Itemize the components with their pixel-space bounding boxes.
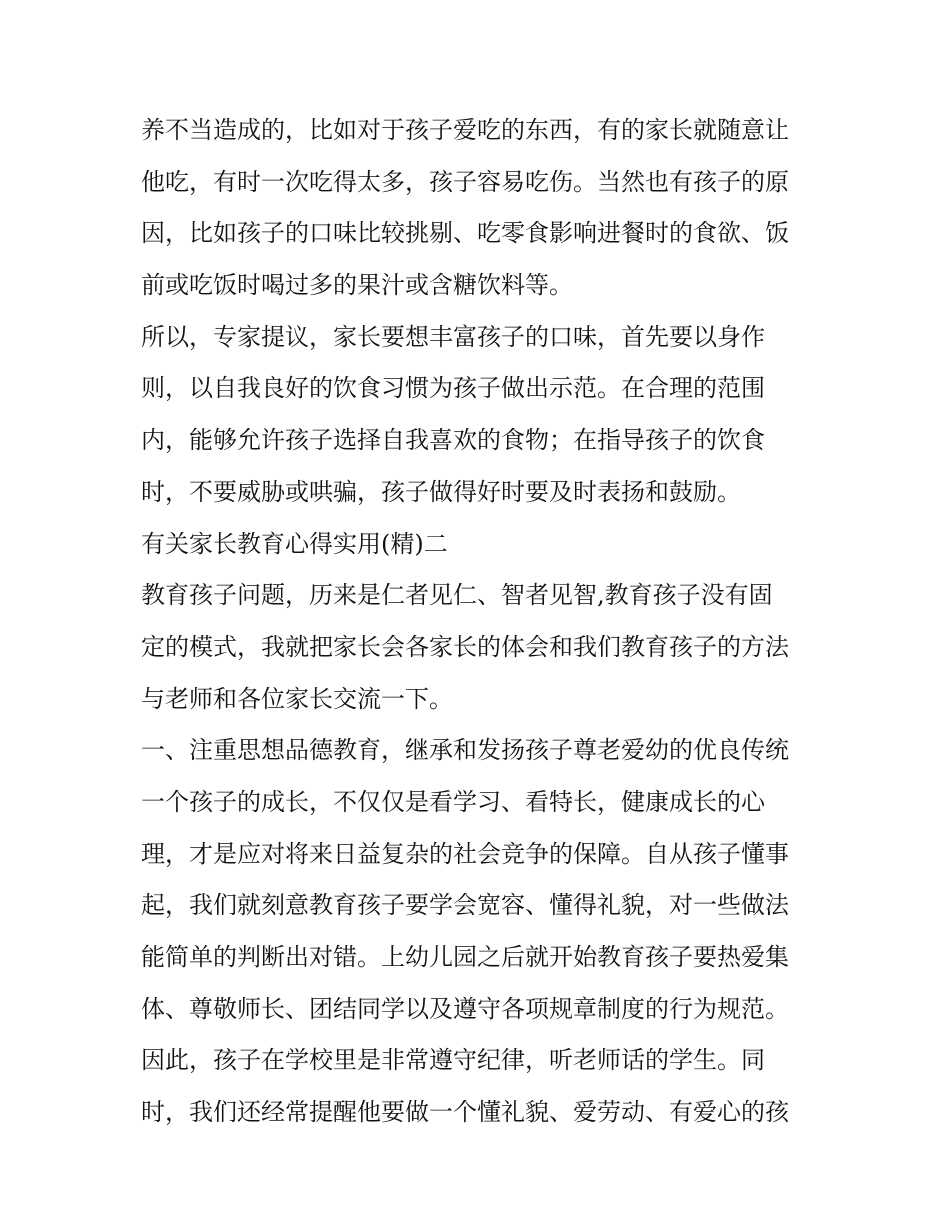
text-line: 因，比如孩子的口味比较挑剔、吃零食影响进餐时的食欲、饭 <box>141 219 789 248</box>
subsection-heading: 一、注重思想品德教育，继承和发扬孩子尊老爱幼的优良传统 <box>141 736 789 765</box>
text-line: 教育孩子问题，历来是仁者见仁、智者见智,教育孩子没有固 <box>141 581 773 610</box>
section-heading: 有关家长教育心得实用(精)二 <box>141 529 448 558</box>
text-line: 所以，专家提议，家长要想丰富孩子的口味，首先要以身作 <box>141 322 765 351</box>
text-line: 体、尊敬师长、团结同学以及遵守各项规章制度的行为规范。 <box>141 994 789 1023</box>
text-line: 理，才是应对将来日益复杂的社会竞争的保障。自从孩子懂事 <box>141 839 789 868</box>
text-line: 因此，孩子在学校里是非常遵守纪律，听老师话的学生。同 <box>141 1046 765 1075</box>
text-line: 则，以自我良好的饮食习惯为孩子做出示范。在合理的范围 <box>141 374 765 403</box>
text-line: 定的模式，我就把家长会各家长的体会和我们教育孩子的方法 <box>141 632 789 661</box>
text-line: 时，不要威胁或哄骗，孩子做得好时要及时表扬和鼓励。 <box>141 477 741 506</box>
text-line: 养不当造成的，比如对于孩子爱吃的东西，有的家长就随意让 <box>141 116 789 144</box>
text-line: 前或吃饭时喝过多的果汁或含糖饮料等。 <box>141 271 573 300</box>
text-line: 一个孩子的成长，不仅仅是看学习、看特长，健康成长的心 <box>141 787 765 816</box>
text-line: 起，我们就刻意教育孩子要学会宽容、懂得礼貌，对一些做法 <box>141 891 789 920</box>
text-line: 与老师和各位家长交流一下。 <box>141 684 453 713</box>
text-line: 时，我们还经常提醒他要做一个懂礼貌、爱劳动、有爱心的孩 <box>141 1098 789 1127</box>
document-body <box>141 105 821 1139</box>
text-line: 内，能够允许孩子选择自我喜欢的食物；在指导孩子的饮食 <box>141 426 765 455</box>
text-line: 他吃，有时一次吃得太多，孩子容易吃伤。当然也有孩子的原 <box>141 167 789 196</box>
text-line: 能简单的判断出对错。上幼儿园之后就开始教育孩子要热爱集 <box>141 943 789 971</box>
